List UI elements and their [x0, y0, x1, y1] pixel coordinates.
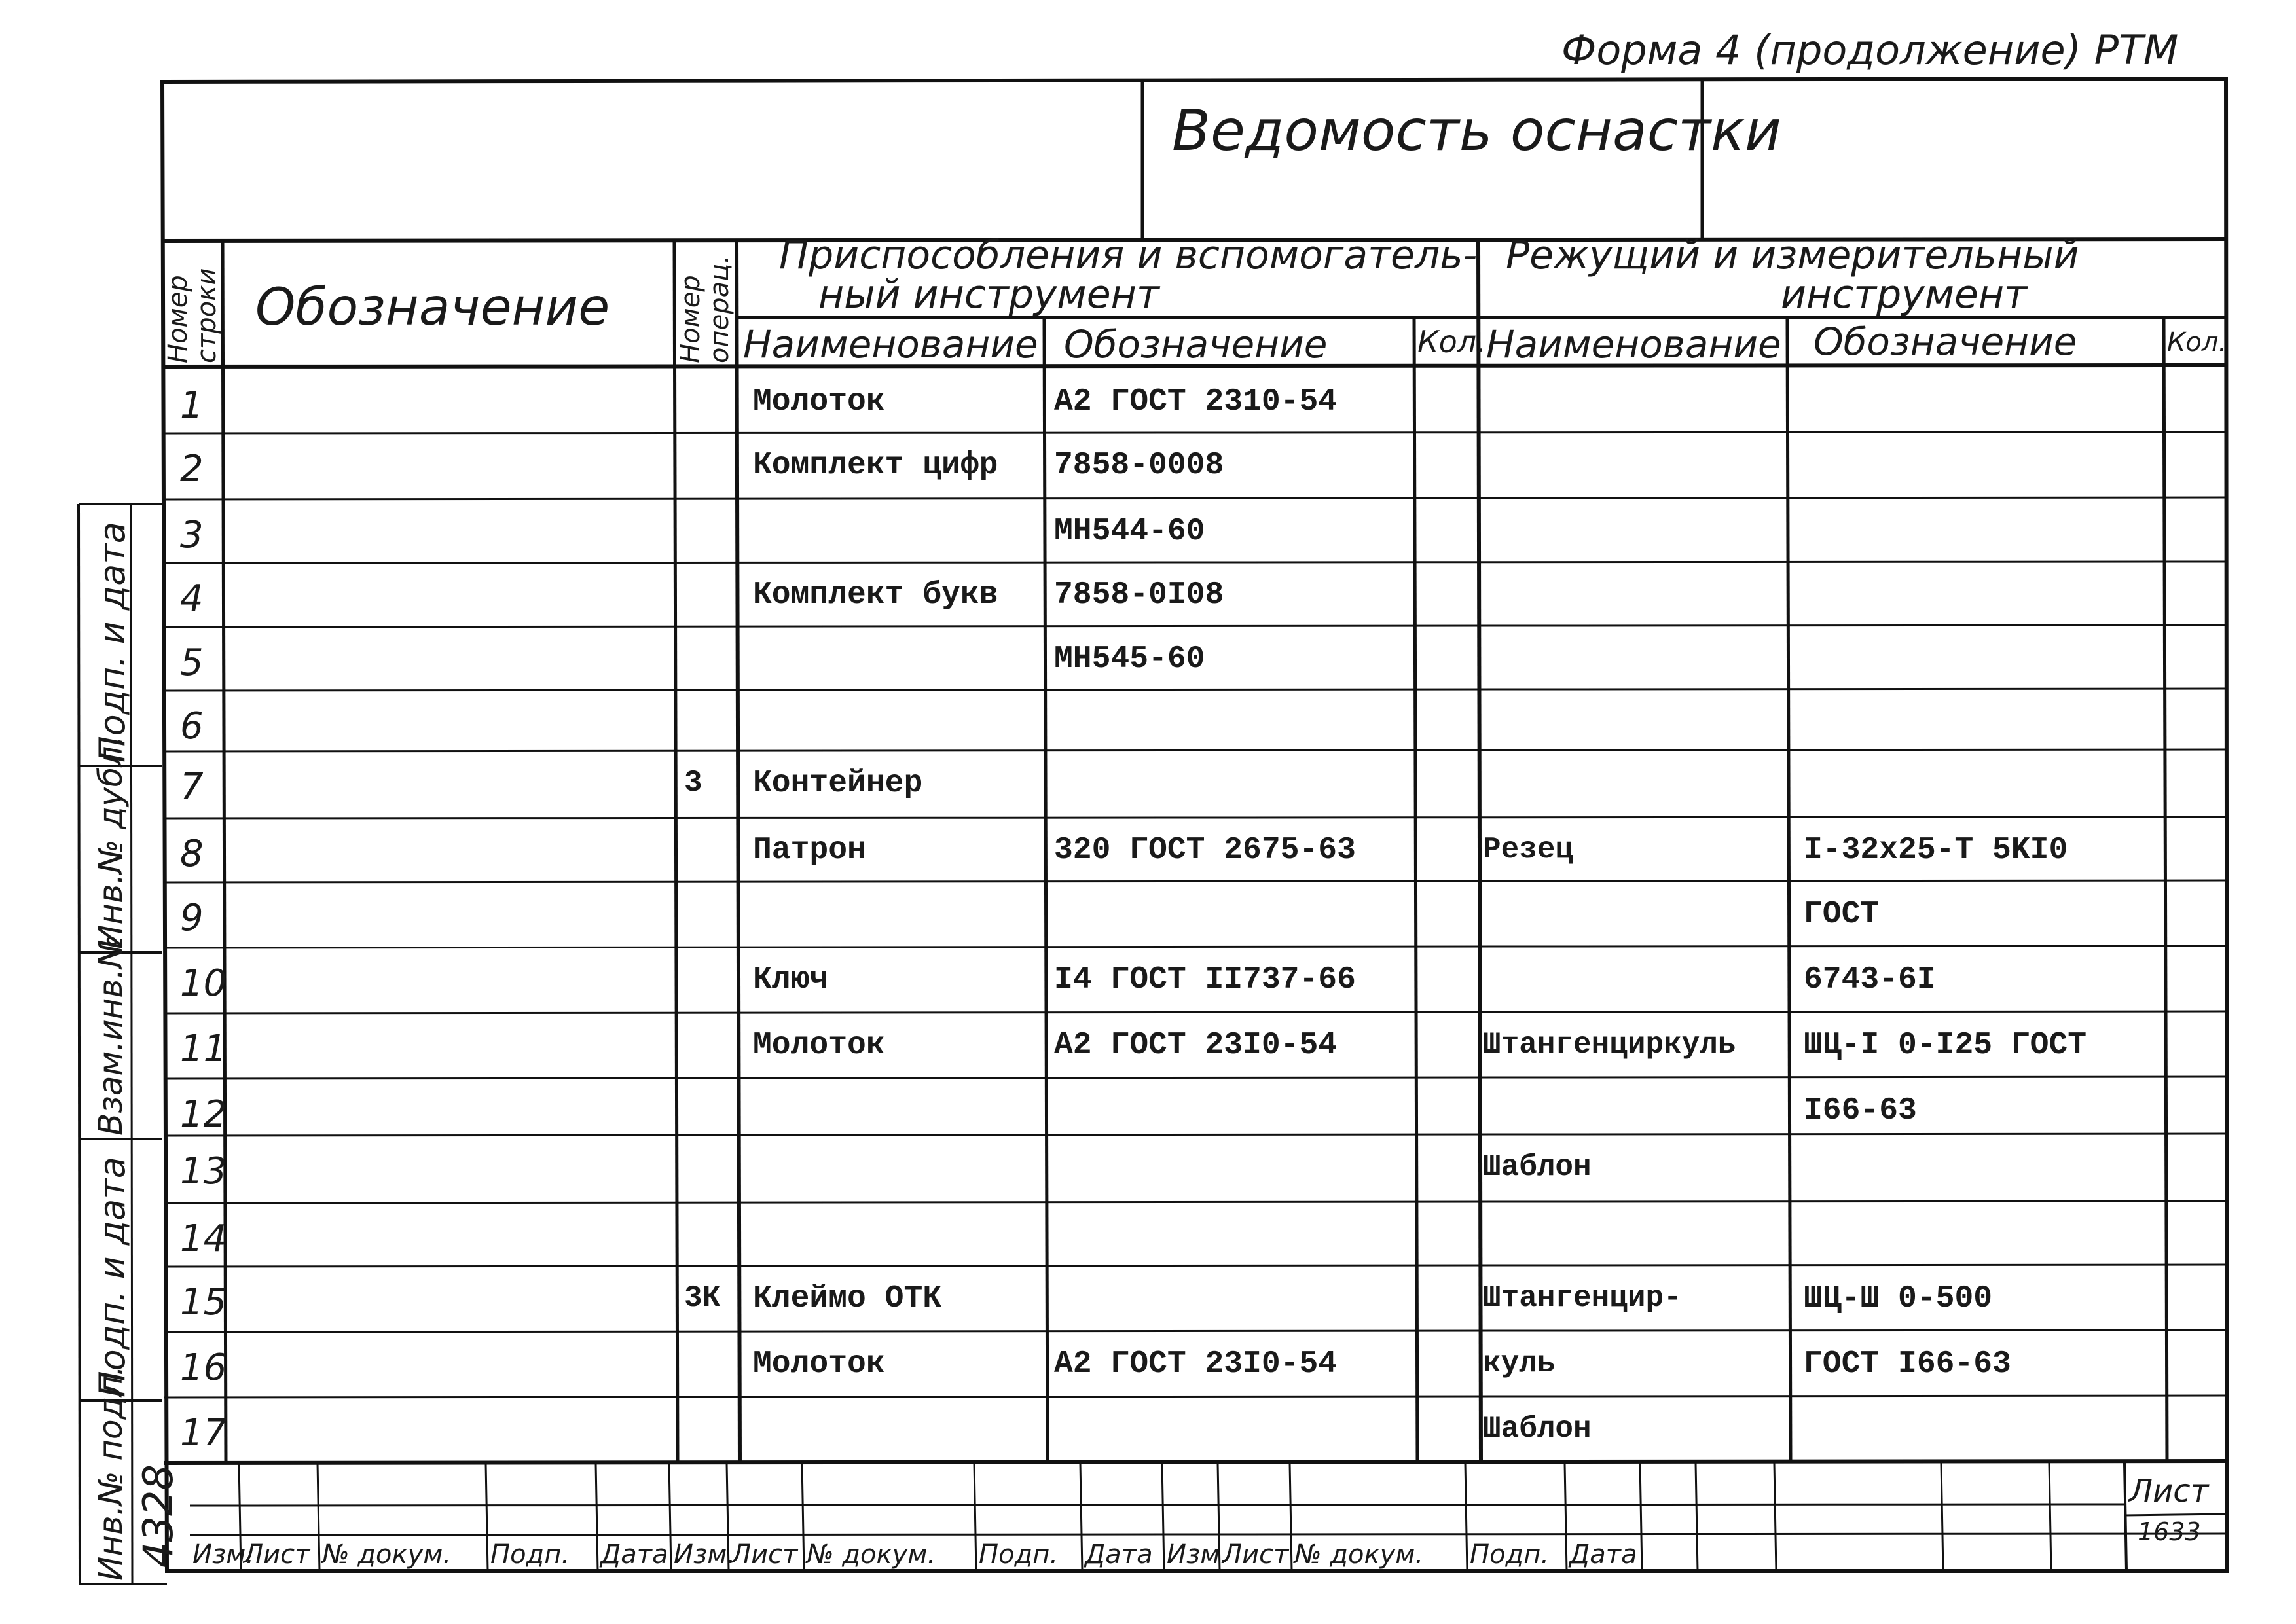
footer-label: Дата: [1569, 1540, 1637, 1570]
footer-label: Лист: [244, 1540, 310, 1570]
row-cutting-designation: 6743-6I: [1804, 962, 1936, 998]
footer-label: Изм.: [674, 1540, 736, 1570]
footer-label: № докум.: [322, 1540, 452, 1570]
footer-label: Дата: [1085, 1540, 1153, 1570]
row-number: 6: [180, 705, 204, 748]
footer-label: № докум.: [807, 1540, 936, 1570]
header-row-number-line2: строки: [192, 268, 222, 363]
side-label-inv-podl: Инв.№ подл.: [92, 1365, 130, 1581]
row-cutting-designation: I-32x25-T 5KI0: [1804, 833, 2068, 868]
row-cutting-designation: ГОСТ: [1804, 897, 1880, 932]
footer-label: Изм.: [192, 1540, 255, 1570]
header-fixtures-group: [779, 232, 1478, 317]
header-designation-sub-2: Обозначение: [1813, 319, 2077, 364]
header-cutting-line2: инструмент: [1781, 272, 2028, 317]
row-number: 12: [180, 1093, 227, 1136]
row-fixture-name: Молоток: [753, 384, 885, 420]
header-operation-number: [676, 255, 734, 363]
footer-label: Подп.: [1470, 1540, 1550, 1570]
footer-sheet-label: Лист: [2129, 1473, 2209, 1509]
row-fixture-name: Патрон: [753, 833, 866, 868]
footer-label: Подп.: [979, 1540, 1059, 1570]
row-number: 1: [180, 384, 204, 427]
row-number: 7: [180, 766, 204, 808]
row-operation: 3К: [684, 1281, 721, 1315]
row-number: 8: [180, 833, 204, 875]
row-number: 5: [180, 641, 204, 684]
row-number: 11: [180, 1028, 227, 1070]
row-fixture-name: Ключ: [753, 962, 829, 998]
row-fixture-name: Молоток: [753, 1028, 885, 1063]
row-fixture-designation: А2 ГОСТ 23I0-54: [1054, 1346, 1338, 1382]
row-number: 10: [180, 962, 227, 1005]
row-cutting-name: Штангенцир-: [1483, 1281, 1682, 1315]
footer-sheet-number: 1633: [2138, 1517, 2201, 1546]
footer-label: Изм.: [1167, 1540, 1229, 1570]
row-fixture-name: Комплект цифр: [753, 448, 998, 483]
header-operation-number-line1: Номер: [676, 275, 706, 363]
document-title: Ведомость оснастки: [1172, 98, 1781, 164]
row-fixture-name: Контейнер: [753, 766, 923, 801]
header-qty: Кол.: [1417, 324, 1486, 359]
row-cutting-designation: ШЦ-Ш 0-500: [1804, 1281, 1993, 1316]
header-fixtures-line2: ный инструмент: [818, 272, 1159, 317]
header-cutting-group: [1506, 232, 2079, 317]
footer-label: Подп.: [490, 1540, 570, 1570]
row-cutting-designation: I66-63: [1804, 1093, 1917, 1128]
header-designation: Обозначение: [255, 278, 610, 337]
row-cutting-name: куль: [1483, 1346, 1556, 1380]
row-fixture-designation: А2 ГОСТ 23I0-54: [1054, 1028, 1338, 1063]
row-fixture-designation: МН545-60: [1054, 641, 1205, 677]
row-fixture-name: Клеймо ОТК: [753, 1281, 942, 1316]
header-row-number-line1: Номер: [163, 275, 193, 363]
row-fixture-designation: I4 ГОСТ II737-66: [1054, 962, 1356, 998]
header-cutting-line1: Режущий и измерительный: [1506, 232, 2079, 278]
row-cutting-name: Шаблон: [1483, 1150, 1592, 1184]
header-name: Наименование: [743, 322, 1038, 367]
row-fixture-designation: 7858-0008: [1054, 448, 1224, 483]
row-number: 13: [180, 1150, 227, 1193]
row-cutting-name: Резец: [1483, 833, 1574, 867]
row-operation: 3: [684, 766, 702, 800]
side-label-vzam-inv: Взам.инв.№: [92, 934, 130, 1136]
row-number: 14: [180, 1218, 227, 1260]
row-fixture-designation: А2 ГОСТ 2310-54: [1054, 384, 1338, 420]
row-cutting-designation: ГОСТ I66-63: [1804, 1346, 2011, 1382]
row-number: 2: [180, 448, 204, 490]
row-cutting-name: Штангенциркуль: [1483, 1028, 1736, 1062]
side-label-inv-podl-value: 4328: [134, 1464, 182, 1568]
header-name-2: Наименование: [1486, 322, 1781, 367]
row-fixture-designation: 320 ГОСТ 2675-63: [1054, 833, 1356, 868]
side-label-podp-data-top: Подп. и дата: [92, 522, 133, 763]
side-label-podp-data-bottom: Подп. и дата: [92, 1157, 133, 1398]
row-number: 16: [180, 1346, 227, 1389]
footer-label: Лист: [1222, 1540, 1289, 1570]
form-caption: Форма 4 (продолжение) РТМ: [1561, 26, 2179, 74]
row-number: 3: [180, 514, 204, 556]
header-qty-2: Кол.: [2167, 327, 2227, 357]
side-label-inv-dubl: Инв.№ дубл.: [92, 735, 130, 949]
footer-label: № докум.: [1294, 1540, 1424, 1570]
header-row-number: [164, 268, 221, 363]
row-fixture-name: Комплект букв: [753, 577, 998, 613]
row-number: 9: [180, 897, 204, 939]
header-fixtures-line1: Приспособления и вспомогатель-: [779, 232, 1478, 278]
row-fixture-designation: 7858-0I08: [1054, 577, 1224, 613]
footer-label: Дата: [600, 1540, 668, 1570]
header-designation-sub: Обозначение: [1064, 322, 1328, 367]
footer-label: Лист: [731, 1540, 798, 1570]
row-fixture-name: Молоток: [753, 1346, 885, 1382]
header-operation-number-line2: операц.: [704, 255, 735, 363]
row-number: 4: [180, 577, 204, 620]
row-number: 17: [180, 1412, 227, 1454]
row-fixture-designation: МН544-60: [1054, 514, 1205, 549]
row-number: 15: [180, 1281, 227, 1324]
row-cutting-designation: ШЦ-I 0-I25 ГОСТ: [1804, 1028, 2087, 1063]
row-cutting-name: Шаблон: [1483, 1412, 1592, 1446]
